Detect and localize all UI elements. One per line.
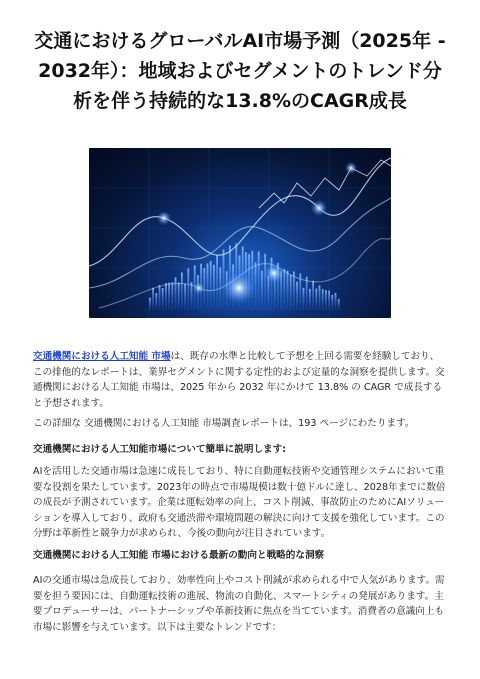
graphic-bar [149,298,151,310]
graphic-bar [210,261,212,310]
graphic-bar [338,299,340,310]
graphic-bar [319,285,321,310]
report-pages-paragraph: この詳細な 交通機関における人工知能 市場調査レポートは、193 ページにわたります。 [33,418,415,429]
graphic-bar [159,285,161,310]
graphic-bar [162,288,164,310]
graphic-bar [207,263,209,310]
graphic-bar [213,265,215,310]
graphic-bar [168,283,170,310]
graphic-bar [335,293,337,310]
graphic-bar [290,275,292,310]
market-report-link[interactable]: 交通機関における人工知能 市場 [33,351,171,362]
graphic-bar [264,254,266,310]
graphic-bar [322,289,324,310]
section2-heading: 交通機関における人工知能 市場における最新の動向と戦略的な洞察 [33,550,325,561]
graphic-bar [315,288,317,310]
graphic-bar [312,281,314,310]
section2-paragraph: AIの交通市場は急成長しており、効率性向上やコスト削減が求められる中で人気があります。需要を担う要因には、自動運転技術の進展、物流の自動化、スマートシティの発展があります。主要プロデューサーは、パートナーシップや革新技術に焦点を当てています。消費者の意識向上も市場に影響を与えています。以下は主要なトレンドです： [33,575,445,633]
graphic-bar [223,249,225,310]
graphic-bar [325,290,327,310]
graphic-bar [287,271,289,310]
hero-image [89,148,391,318]
graphic-bar [331,295,333,310]
intro-text: は、既存の水準と比較して予想を上回る需要を経験しており、この排他的なレポートは、業界セグメントに関する定性的および定量的な洞察を提供します。交通機関における人工知能 市場は、2025 年から 2032 年にかけて 13.8% の CAGR で成長すると予想されます。 [33,351,445,409]
graphic-bar [187,268,189,310]
graphic-bar [306,277,308,310]
section1-paragraph: AIを活用した交通市場は急速に成長しており、特に自動運転技術や交通管理システムにおいて重要な役割を果たしています。2023年の時点で市場規模は数十億ドルに達し、2028年までに数倍の成長が予測されています。企業は運転効率の向上、コスト削減、事故防止のためにAIソリューションを導入しており、政府も交通渋滞や環境問題の解決に向けて支援を強化しています。この分野は革新性と競争力が求められ、今後の動向が注目されています。 [33,466,446,539]
graphic-bar [178,282,180,310]
chart-graphic-icon [89,148,391,318]
graphic-bar [165,283,167,310]
graphic-bar [181,272,183,310]
graphic-bar [175,277,177,310]
graphic-bar [303,288,305,310]
graphic-bar [184,284,186,310]
graphic-bar [261,271,263,310]
graphic-bar [171,282,173,310]
graphic-bar [191,282,193,310]
page-title: 交通におけるグローバルAI市場予測（2025年 - 2032年）：地域およびセグメントのトレンド分析を伴う持続的な13.8%のCAGR成長 [34,30,446,112]
graphic-bar [152,288,154,310]
graphic-bar [296,282,298,310]
graphic-bar [309,289,311,310]
graphic-bar [155,293,157,310]
graphic-bar [328,291,330,310]
intro-paragraph [33,349,448,411]
graphic-bar [258,252,260,310]
graphic-bar [216,255,218,310]
section1-heading: 交通機関における人工知能市場について簡単に説明します: [33,444,287,455]
